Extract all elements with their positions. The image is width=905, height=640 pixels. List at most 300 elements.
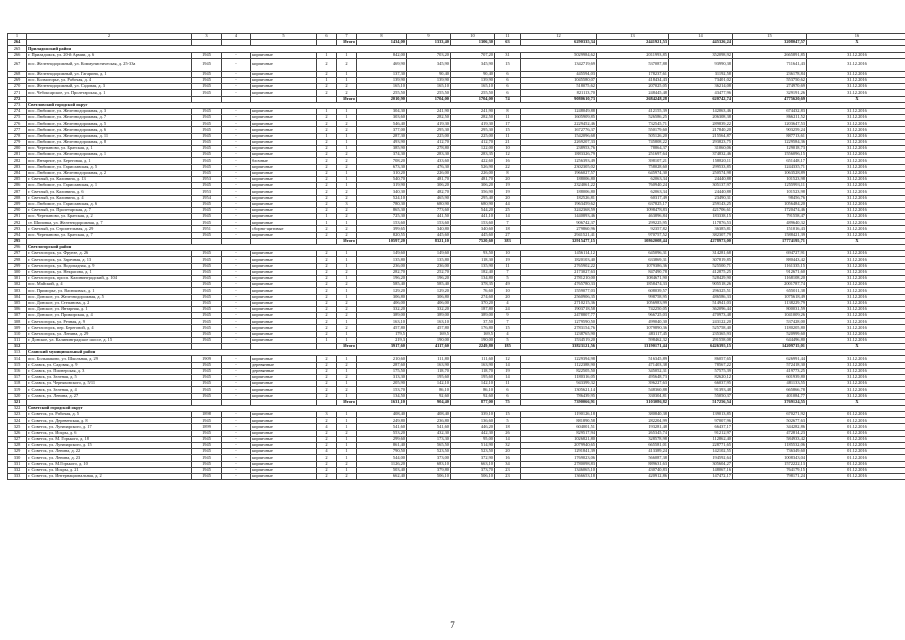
value-cell: кирпичные xyxy=(251,146,317,152)
address-cell: пос. Любимое, ул. Гариславская, д. 5 xyxy=(27,164,192,170)
registry-table-sheet xyxy=(7,33,887,480)
value-cell: кирпичные xyxy=(251,207,317,213)
value-cell: 4765780,33 xyxy=(521,282,597,288)
value-cell: 847490,78 xyxy=(597,269,669,275)
value-cell: 645096,31 xyxy=(597,251,669,257)
address-cell: пос. Донское, ул. Степанова, д. 2 xyxy=(27,300,192,306)
row-number-cell: 286 xyxy=(8,183,27,189)
value-cell: - xyxy=(222,306,251,312)
column-number-cell: 11 xyxy=(495,34,521,40)
value-cell: 118,70 xyxy=(407,368,451,374)
value-cell: 31.12.2016 xyxy=(807,84,905,90)
value-cell: 1954 xyxy=(192,195,222,201)
value-cell: 887713,61 xyxy=(733,133,807,139)
value-cell: 708,20 xyxy=(357,158,407,164)
value-cell: 472814,23 xyxy=(733,430,807,436)
value-cell: кирпичные xyxy=(251,133,317,139)
value-cell: 176,80 xyxy=(451,325,495,331)
value-cell: 1945 xyxy=(192,84,222,90)
value-cell: 31.12.2016 xyxy=(807,232,905,238)
value-cell: 20 xyxy=(495,176,521,182)
value-cell: 445326,24 xyxy=(669,40,733,46)
value-cell: - xyxy=(222,412,251,418)
value-cell: 408,40 xyxy=(357,412,407,418)
row-number-cell: 317 xyxy=(8,374,27,380)
address-cell: г. Советск, ул. М.Горького, д. 10 xyxy=(27,461,192,467)
value-cell: 6 xyxy=(495,393,521,399)
value-cell: 2478807,77 xyxy=(521,313,597,319)
value-cell: 517256,54 xyxy=(669,399,733,405)
value-cell: 86057,65 xyxy=(669,356,733,362)
value-cell: 412,70 xyxy=(451,139,495,145)
value-cell: 2 xyxy=(317,282,337,288)
value-cell: - xyxy=(222,52,251,58)
value-cell: 1966027,57 xyxy=(521,170,597,176)
value-cell: 2 xyxy=(317,325,337,331)
value-cell: 37,50 xyxy=(451,319,495,325)
value-cell: 1 xyxy=(337,368,357,374)
value-cell: 340,80 xyxy=(407,226,451,232)
value-cell: 711641,43 xyxy=(733,58,807,71)
value-cell: 1 xyxy=(337,146,357,152)
value-cell: 1945 xyxy=(192,207,222,213)
value-cell: 1 xyxy=(337,263,357,269)
value-cell: 880443,42 xyxy=(733,257,807,263)
value-cell: 101523,98 xyxy=(733,189,807,195)
value-cell: 662,40 xyxy=(357,473,407,479)
address-cell: г. Приладожск, ул. 20-й Армии, д. 6 xyxy=(27,52,192,58)
value-cell: 236,80 xyxy=(407,418,451,424)
value-cell: - xyxy=(222,220,251,226)
value-cell: 2 xyxy=(317,121,337,127)
value-cell: 548360,88 xyxy=(597,387,669,393)
value-cell: 4117,60 xyxy=(407,344,451,350)
value-cell: - xyxy=(222,226,251,232)
value-cell: 732545,71 xyxy=(597,121,669,127)
value-cell: 1945 xyxy=(192,455,222,461)
column-number-cell: 13 xyxy=(597,34,669,40)
row-number-cell: 282 xyxy=(8,158,27,164)
value-cell: 2 xyxy=(337,58,357,71)
value-cell: 1190126,18 xyxy=(521,412,597,418)
value-cell: X xyxy=(807,399,905,405)
row-number-cell: 309 xyxy=(8,325,27,331)
value-cell: 118,30 xyxy=(451,257,495,263)
value-cell: 129018,73 xyxy=(733,146,807,152)
value-cell: 66437,17 xyxy=(669,424,733,430)
address-cell: пос. Большаково, ул. Школьная, д. 29 xyxy=(27,356,192,362)
value-cell: 1440893,46 xyxy=(521,214,597,220)
value-cell: 151016,43 xyxy=(733,226,807,232)
value-cell: 441,10 xyxy=(451,214,495,220)
value-cell: 4775620,69 xyxy=(733,96,807,102)
value-cell: - xyxy=(222,288,251,294)
value-cell: 707,20 xyxy=(451,52,495,58)
value-cell: 2 xyxy=(317,115,337,121)
row-number-cell: 271 xyxy=(8,90,27,96)
value-cell: Итого xyxy=(337,40,357,46)
value-cell: кирпичные xyxy=(251,176,317,182)
value-cell: 92,60 xyxy=(407,393,451,399)
address-cell: г. Славск, ул. Садовая, д. 9 xyxy=(27,362,192,368)
value-cell: 1945 xyxy=(192,325,222,331)
value-cell: 31.12.2016 xyxy=(807,90,905,96)
value-cell: 2 xyxy=(317,257,337,263)
value-cell: 6 xyxy=(495,77,521,83)
value-cell: 553750,62 xyxy=(733,77,807,83)
value-cell: 293823,75 xyxy=(669,139,733,145)
value-cell: 760940,24 xyxy=(597,183,669,189)
value-cell: 31.12.2016 xyxy=(807,294,905,300)
value-cell: 1 xyxy=(337,183,357,189)
value-cell: - xyxy=(222,207,251,213)
value-cell: 2173027,63 xyxy=(521,269,597,275)
value-cell: 1 xyxy=(337,319,357,325)
value-cell: 1945 xyxy=(192,164,222,170)
value-cell: 16 xyxy=(495,455,521,461)
value-cell: кирпичные xyxy=(251,251,317,257)
value-cell: 15 xyxy=(495,58,521,71)
address-cell: г. Светлогорск, ул. Ленина, д. 29 xyxy=(27,331,192,337)
value-cell: 187,80 xyxy=(451,306,495,312)
value-cell: кирпичные xyxy=(251,356,317,362)
value-cell: 2684248,28 xyxy=(597,96,669,102)
value-cell: деревянные xyxy=(251,362,317,368)
value-cell: 1945 xyxy=(192,232,222,238)
value-cell: 32915477,15 xyxy=(521,238,597,244)
value-cell: 655011,38 xyxy=(733,288,807,294)
value-cell: 332,20 xyxy=(357,306,407,312)
value-cell: 310,20 xyxy=(357,170,407,176)
row-number-cell: 301 xyxy=(8,275,27,281)
value-cell: 380840,38 xyxy=(597,412,669,418)
value-cell: кирпичные xyxy=(251,393,317,399)
value-cell: 3103086,82 xyxy=(597,399,669,405)
value-cell: 1945 xyxy=(192,449,222,455)
value-cell: 158820,11 xyxy=(669,158,733,164)
value-cell: 1 xyxy=(337,412,357,418)
row-number-cell: 304 xyxy=(8,294,27,300)
value-cell: 1161335,15 xyxy=(733,263,807,269)
value-cell: 1945 xyxy=(192,251,222,257)
value-cell: 76,60 xyxy=(451,288,495,294)
value-cell: 22 xyxy=(495,164,521,170)
value-cell: 31.12.2016 xyxy=(807,152,905,158)
value-cell: 418434,43 xyxy=(597,77,669,83)
value-cell: 16 xyxy=(495,158,521,164)
value-cell: 43477,96 xyxy=(669,90,733,96)
section-title-cell: Советский городской округ xyxy=(27,405,905,411)
column-number-cell: 3 xyxy=(192,34,222,40)
value-cell: 314281,68 xyxy=(669,251,733,257)
row-number-cell: 302 xyxy=(8,282,27,288)
value-cell: 226,00 xyxy=(451,170,495,176)
value-cell: 7 xyxy=(495,269,521,275)
value-cell: 2 xyxy=(337,152,357,158)
value-cell: 31.12.2016 xyxy=(807,251,905,257)
value-cell: 19 xyxy=(495,368,521,374)
value-cell: 1 xyxy=(337,443,357,449)
value-cell: - xyxy=(222,115,251,121)
value-cell: 565,50 xyxy=(407,443,451,449)
value-cell: 63 xyxy=(495,40,521,46)
value-cell: 304,30 xyxy=(357,108,407,114)
value-cell: Итого xyxy=(337,96,357,102)
value-cell: 540,70 xyxy=(357,176,407,182)
row-number-cell: 311 xyxy=(8,337,27,343)
value-cell: кирпичные xyxy=(251,430,317,436)
row-number-cell: 324 xyxy=(8,418,27,424)
value-cell: 866211,52 xyxy=(733,115,807,121)
row-number-cell: 331 xyxy=(8,461,27,467)
value-cell: 306,80 xyxy=(407,294,451,300)
value-cell: 822505,50 xyxy=(521,368,597,374)
address-cell: пос. Любимое, ул. Железнодорожная, д. 8 xyxy=(27,139,192,145)
value-cell: 537087,88 xyxy=(597,58,669,71)
value-cell: 31.12.2016 xyxy=(807,275,905,281)
value-cell: 190,00 xyxy=(451,337,495,343)
row-number-cell: 320 xyxy=(8,393,27,399)
value-cell: 142,10 xyxy=(407,381,451,387)
value-cell: 219,3 xyxy=(357,337,407,343)
value-cell: X xyxy=(807,40,905,46)
value-cell: 912671,60 xyxy=(733,269,807,275)
column-number-cell: 1 xyxy=(8,34,27,40)
value-cell: кирпичные xyxy=(251,139,317,145)
value-cell: 1056983,99 xyxy=(597,300,669,306)
value-cell: 970757,52 xyxy=(597,232,669,238)
value-cell: 2 xyxy=(317,84,337,90)
value-cell: 2765902,22 xyxy=(521,263,597,269)
value-cell: 1945 xyxy=(192,362,222,368)
value-cell: 4 xyxy=(317,424,337,430)
value-cell: - xyxy=(222,84,251,90)
address-cell: пос. Майский, д. 4 xyxy=(27,282,192,288)
value-cell: 889631,63 xyxy=(597,461,669,467)
value-cell: Итого xyxy=(337,344,357,350)
value-cell: 758028,60 xyxy=(597,164,669,170)
address-cell: пос. Любимое, ул. Железнодорожная, д. 11 xyxy=(27,133,192,139)
value-cell: 01.12.2016 xyxy=(807,455,905,461)
value-cell: 31.12.2016 xyxy=(807,362,905,368)
value-cell: 4 xyxy=(495,300,521,306)
value-cell: 1126,20 xyxy=(357,461,407,467)
value-cell: 36385,81 xyxy=(669,226,733,232)
value-cell: 1 xyxy=(337,449,357,455)
value-cell: 2 xyxy=(317,176,337,182)
value-cell: 129,20 xyxy=(407,288,451,294)
value-cell: 265345,74 xyxy=(597,430,669,436)
value-cell: 31.12.2016 xyxy=(807,288,905,294)
value-cell: 2 xyxy=(317,362,337,368)
value-cell: 421706,61 xyxy=(669,207,733,213)
value-cell: - xyxy=(222,152,251,158)
value-cell: 329191,26 xyxy=(733,90,807,96)
value-cell: 24440,88 xyxy=(669,189,733,195)
value-cell: 31.12.2016 xyxy=(807,337,905,343)
address-cell: пос. Любимое, ул. Железнодорожная, д. 1 xyxy=(27,152,192,158)
address-cell: пос. Донское, ул. Железнодорожная, д. 5 xyxy=(27,294,192,300)
row-number-cell: 300 xyxy=(8,269,27,275)
value-cell: 1079386,36 xyxy=(597,263,669,269)
value-cell: - xyxy=(222,387,251,393)
value-cell: 1945 xyxy=(192,300,222,306)
value-cell: 1945 xyxy=(192,473,222,479)
value-cell: 147472,17 xyxy=(669,473,733,479)
column-number-cell: 10 xyxy=(451,34,495,40)
value-cell: 31.12.2016 xyxy=(807,52,905,58)
address-cell: г. Светлый, ул. Калинина, д. 4 xyxy=(27,195,192,201)
value-cell: 2 xyxy=(337,158,357,164)
value-cell: 57575,39 xyxy=(669,368,733,374)
value-cell: 526,90 xyxy=(451,164,495,170)
value-cell: 206308,38 xyxy=(669,115,733,121)
value-cell: 3 xyxy=(317,412,337,418)
value-cell: 36214,08 xyxy=(669,84,733,90)
value-cell: 31.12.2016 xyxy=(807,183,905,189)
value-cell: 305137,97 xyxy=(669,183,733,189)
value-cell: 33823121,56 xyxy=(521,344,597,350)
value-cell: 163,10 xyxy=(407,319,451,325)
value-cell: кирпичные xyxy=(251,77,317,83)
value-cell: 1456114,12 xyxy=(521,251,597,257)
value-cell: 2 xyxy=(337,214,357,220)
value-cell: 1883326,79 xyxy=(521,152,597,158)
value-cell: 2 xyxy=(317,313,337,319)
value-cell: 2 xyxy=(337,121,357,127)
row-number-cell: 310 xyxy=(8,331,27,337)
value-cell: 11 xyxy=(495,133,521,139)
value-cell: 2 xyxy=(317,189,337,195)
value-cell: - xyxy=(222,374,251,380)
value-cell: - xyxy=(222,232,251,238)
value-cell: кирпичные xyxy=(251,52,317,58)
value-cell: 60317,49 xyxy=(597,195,669,201)
address-cell: пос. Чебоксарское, ул. Пролетарская, д. 1 xyxy=(27,90,192,96)
value-cell: кирпичные xyxy=(251,381,317,387)
row-number-cell: 318 xyxy=(8,381,27,387)
value-cell: - xyxy=(222,164,251,170)
value-cell: 1945 xyxy=(192,121,222,127)
value-cell: 274,60 xyxy=(451,294,495,300)
value-cell: 820,55 xyxy=(357,232,407,238)
value-cell: 14 xyxy=(495,214,521,220)
row-number-cell: 285 xyxy=(8,176,27,182)
value-cell: 2324061,22 xyxy=(521,183,597,189)
value-cell: 399,65 xyxy=(357,226,407,232)
value-cell: 137,30 xyxy=(357,71,407,77)
row-number-cell: 273 xyxy=(8,102,27,108)
value-cell: 2 xyxy=(317,152,337,158)
value-cell: 524,10 xyxy=(357,195,407,201)
section-title-cell: Приладожский район xyxy=(27,46,905,52)
value-cell: 283,35 xyxy=(451,152,495,158)
value-cell: - xyxy=(222,77,251,83)
value-cell: Итого xyxy=(337,238,357,244)
value-cell: 829517,94 xyxy=(521,430,597,436)
value-cell: 633869,31 xyxy=(597,257,669,263)
value-cell: 31.12.2016 xyxy=(807,374,905,380)
value-cell: 2 xyxy=(317,288,337,294)
address-cell: г. Светлогорск, ул. Некрасова, д. 1 xyxy=(27,269,192,275)
value-cell: 225,00 xyxy=(407,133,451,139)
row-number-cell: 307 xyxy=(8,313,27,319)
value-cell: - xyxy=(222,294,251,300)
value-cell: 401084,77 xyxy=(733,393,807,399)
value-cell: 235365,93 xyxy=(669,331,733,337)
value-cell: 01.12.2016 xyxy=(807,461,905,467)
value-cell: 34 xyxy=(495,461,521,467)
value-cell: 225,00 xyxy=(451,133,495,139)
value-cell: 2 xyxy=(317,183,337,189)
value-cell: 506,10 xyxy=(451,473,495,479)
value-cell: кирпичные xyxy=(251,325,317,331)
value-cell: 585,40 xyxy=(407,282,451,288)
value-cell: 1305621,14 xyxy=(521,387,597,393)
value-cell: 228771,65 xyxy=(669,443,733,449)
value-cell: 17 xyxy=(495,121,521,127)
address-cell: пос. Любимое, ул. Железнодорожная, д. 2 xyxy=(27,170,192,176)
value-cell: 193281,48 xyxy=(597,424,669,430)
value-cell: кирпичные xyxy=(251,467,317,473)
address-cell: г. Светлый, ул. Строительная, д. 29 xyxy=(27,226,192,232)
address-cell: г. Советск, ул. Луначарского, д. 17 xyxy=(27,424,192,430)
value-cell: 1945 xyxy=(192,127,222,133)
value-cell: 2 xyxy=(317,387,337,393)
value-cell: 11 xyxy=(495,381,521,387)
value-cell: 1769023,06 xyxy=(521,455,597,461)
value-cell: 432,30 xyxy=(407,430,451,436)
value-cell: X xyxy=(807,238,905,244)
value-cell: 821113,70 xyxy=(521,90,597,96)
address-cell: г. Светлогорск, ул. Заречная, д. 13 xyxy=(27,257,192,263)
table-row xyxy=(8,473,905,479)
row-number-cell: 266 xyxy=(8,52,27,58)
value-cell: 1945 xyxy=(192,467,222,473)
value-cell: 307819,85 xyxy=(669,257,733,263)
value-cell: 1185532,06 xyxy=(733,443,807,449)
value-cell: 2 xyxy=(317,294,337,300)
value-cell: 306,20 xyxy=(407,183,451,189)
value-cell: 101523,98 xyxy=(733,176,807,182)
address-cell: пос. Черепаново, ул. Братская, д. 7 xyxy=(27,232,192,238)
value-cell: 373,00 xyxy=(407,455,451,461)
value-cell: 165,10 xyxy=(357,84,407,90)
value-cell: 1229584,36 xyxy=(733,139,807,145)
value-cell: 31.12.2016 xyxy=(807,313,905,319)
row-number-cell: 303 xyxy=(8,288,27,294)
value-cell: 215564,87 xyxy=(669,133,733,139)
row-number-cell: 327 xyxy=(8,436,27,442)
value-cell: 680,90 xyxy=(451,201,495,207)
row-number-cell: 290 xyxy=(8,207,27,213)
row-number-cell: 316 xyxy=(8,368,27,374)
value-cell: 15 xyxy=(495,412,521,418)
row-number-cell: 306 xyxy=(8,306,27,312)
value-cell: 2 xyxy=(317,356,337,362)
value-cell: 2 xyxy=(337,127,357,133)
value-cell: 236,00 xyxy=(407,263,451,269)
value-cell: кирпичные xyxy=(251,58,317,71)
value-cell: 287,60 xyxy=(357,362,407,368)
address-cell: г. Светлогорск, ул. Фрунзе, д. 26 xyxy=(27,251,192,257)
value-cell: - xyxy=(222,275,251,281)
value-cell: кирпичные xyxy=(251,306,317,312)
value-cell: 1963459,62 xyxy=(521,201,597,207)
value-cell: 2 xyxy=(337,189,357,195)
value-cell: 493,90 xyxy=(357,139,407,145)
value-cell: - xyxy=(222,443,251,449)
